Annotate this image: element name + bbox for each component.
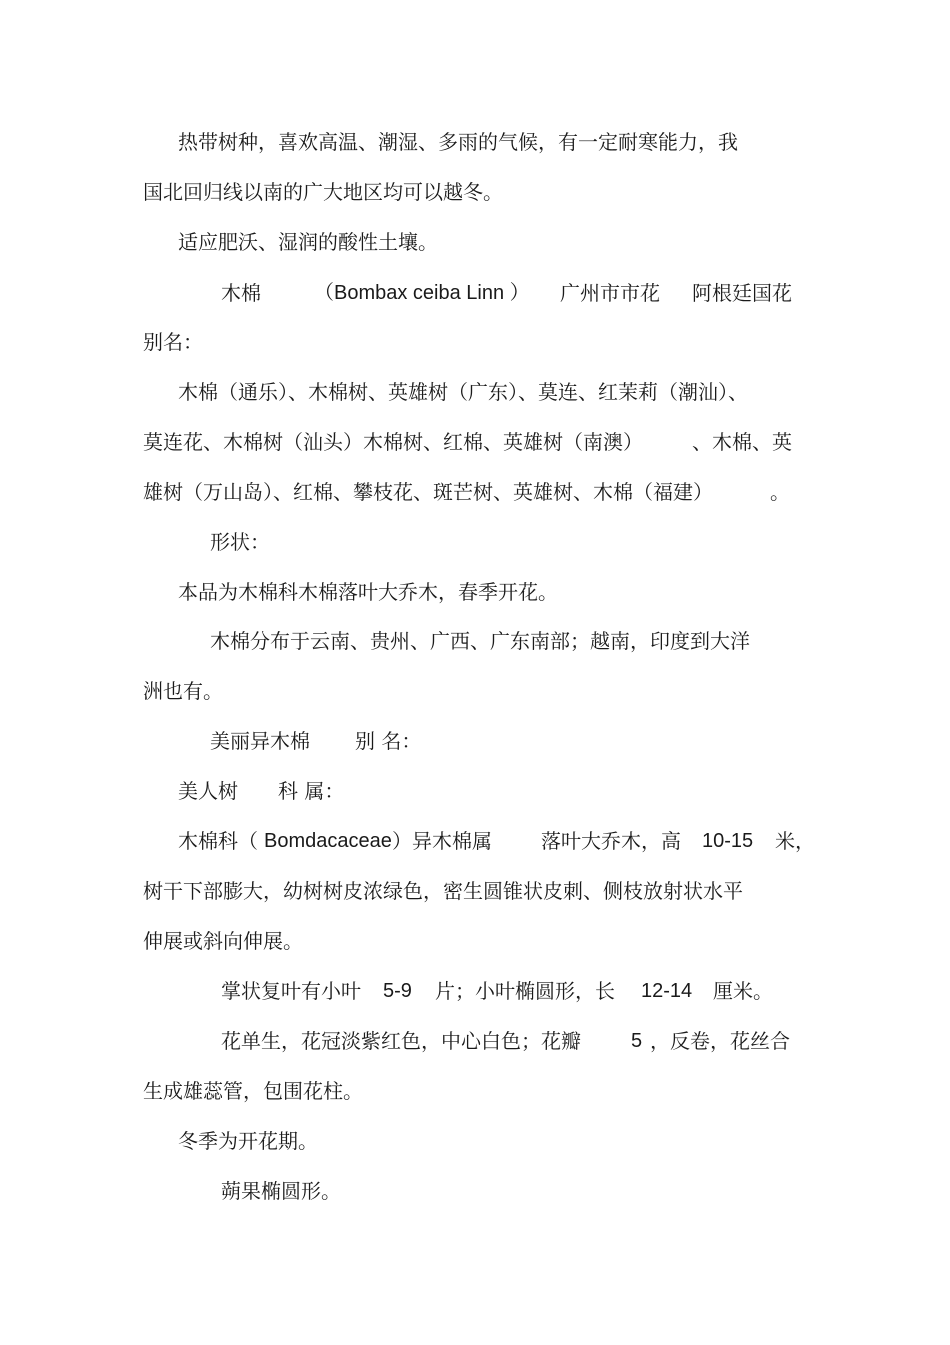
alias-line2-a: 莫连花、木棉树（汕头）木棉树、红棉、英雄树（南澳） — [143, 430, 643, 454]
family-unit: 米， — [775, 829, 815, 853]
heading-title-latin: （Bombax ceiba Linn ） — [314, 282, 530, 304]
leaf-length: 12-14 — [641, 980, 693, 1002]
family-text-b: ）异木棉属 — [392, 829, 492, 853]
distribution-line1: 木棉分布于云南、贵州、广西、广东南部；越南，印度到大洋 — [210, 629, 750, 653]
heading-title-country: 阿根廷国花 — [692, 281, 792, 305]
alias-line3-b: 。 — [770, 480, 790, 504]
flower-petal-count: 5 — [631, 1030, 643, 1052]
distribution-line2: 洲也有。 — [143, 679, 223, 703]
leaf-text-b: 片；小叶椭圆形，长 — [435, 979, 615, 1003]
trunk-line2: 伸展或斜向伸展。 — [143, 929, 303, 953]
flower-text-b: ，反卷，花丝合 — [650, 1029, 790, 1053]
paragraph-climate-line2: 国北回归线以南的广大地区均可以越冬。 — [143, 180, 503, 204]
shape-text: 本品为木棉科木棉落叶大乔木，春季开花。 — [178, 580, 558, 604]
alias-line1: 木棉（通乐）、木棉树、英雄树（广东）、莫连、红茉莉（潮汕）、 — [178, 380, 748, 404]
family-text-c: 落叶大乔木，高 — [541, 829, 681, 853]
alias-label: 别名： — [143, 330, 203, 354]
species-name: 美丽异木棉 — [210, 729, 310, 753]
flower-line2: 生成雄蕊管，包围花柱。 — [143, 1079, 363, 1103]
heading-title-city: 广州市市花 — [560, 281, 660, 305]
species-alias-label: 别 名： — [355, 729, 422, 753]
trunk-line1: 树干下部膨大，幼树树皮浓绿色，密生圆锥状皮刺、侧枝放射状水平 — [143, 879, 743, 903]
leaf-count: 5-9 — [383, 980, 412, 1002]
paragraph-soil: 适应肥沃、湿润的酸性土壤。 — [178, 230, 438, 254]
family-label: 科 属： — [278, 779, 345, 803]
heading-title-cn: 木棉 — [221, 281, 261, 305]
family-latin: Bomdacaceae — [264, 830, 392, 852]
bloom-period: 冬季为开花期。 — [178, 1129, 318, 1153]
alias-line3-a: 雄树（万山岛）、红棉、攀枝花、斑芒树、英雄树、木棉（福建） — [143, 480, 713, 504]
flower-text-a: 花单生，花冠淡紫红色，中心白色；花瓣 — [221, 1029, 581, 1053]
family-height: 10-15 — [702, 830, 754, 852]
fruit-text: 蒴果椭圆形。 — [221, 1179, 341, 1203]
family-text-a: 木棉科（ — [178, 829, 258, 853]
leaf-text-c: 厘米。 — [713, 979, 773, 1003]
leaf-text-a: 掌状复叶有小叶 — [221, 979, 361, 1003]
species-alias: 美人树 — [178, 779, 238, 803]
alias-line2-b: 、木棉、英 — [692, 430, 792, 454]
paragraph-climate-line1: 热带树种，喜欢高温、潮湿、多雨的气候，有一定耐寒能力，我 — [178, 130, 738, 154]
shape-label: 形状： — [210, 530, 270, 554]
